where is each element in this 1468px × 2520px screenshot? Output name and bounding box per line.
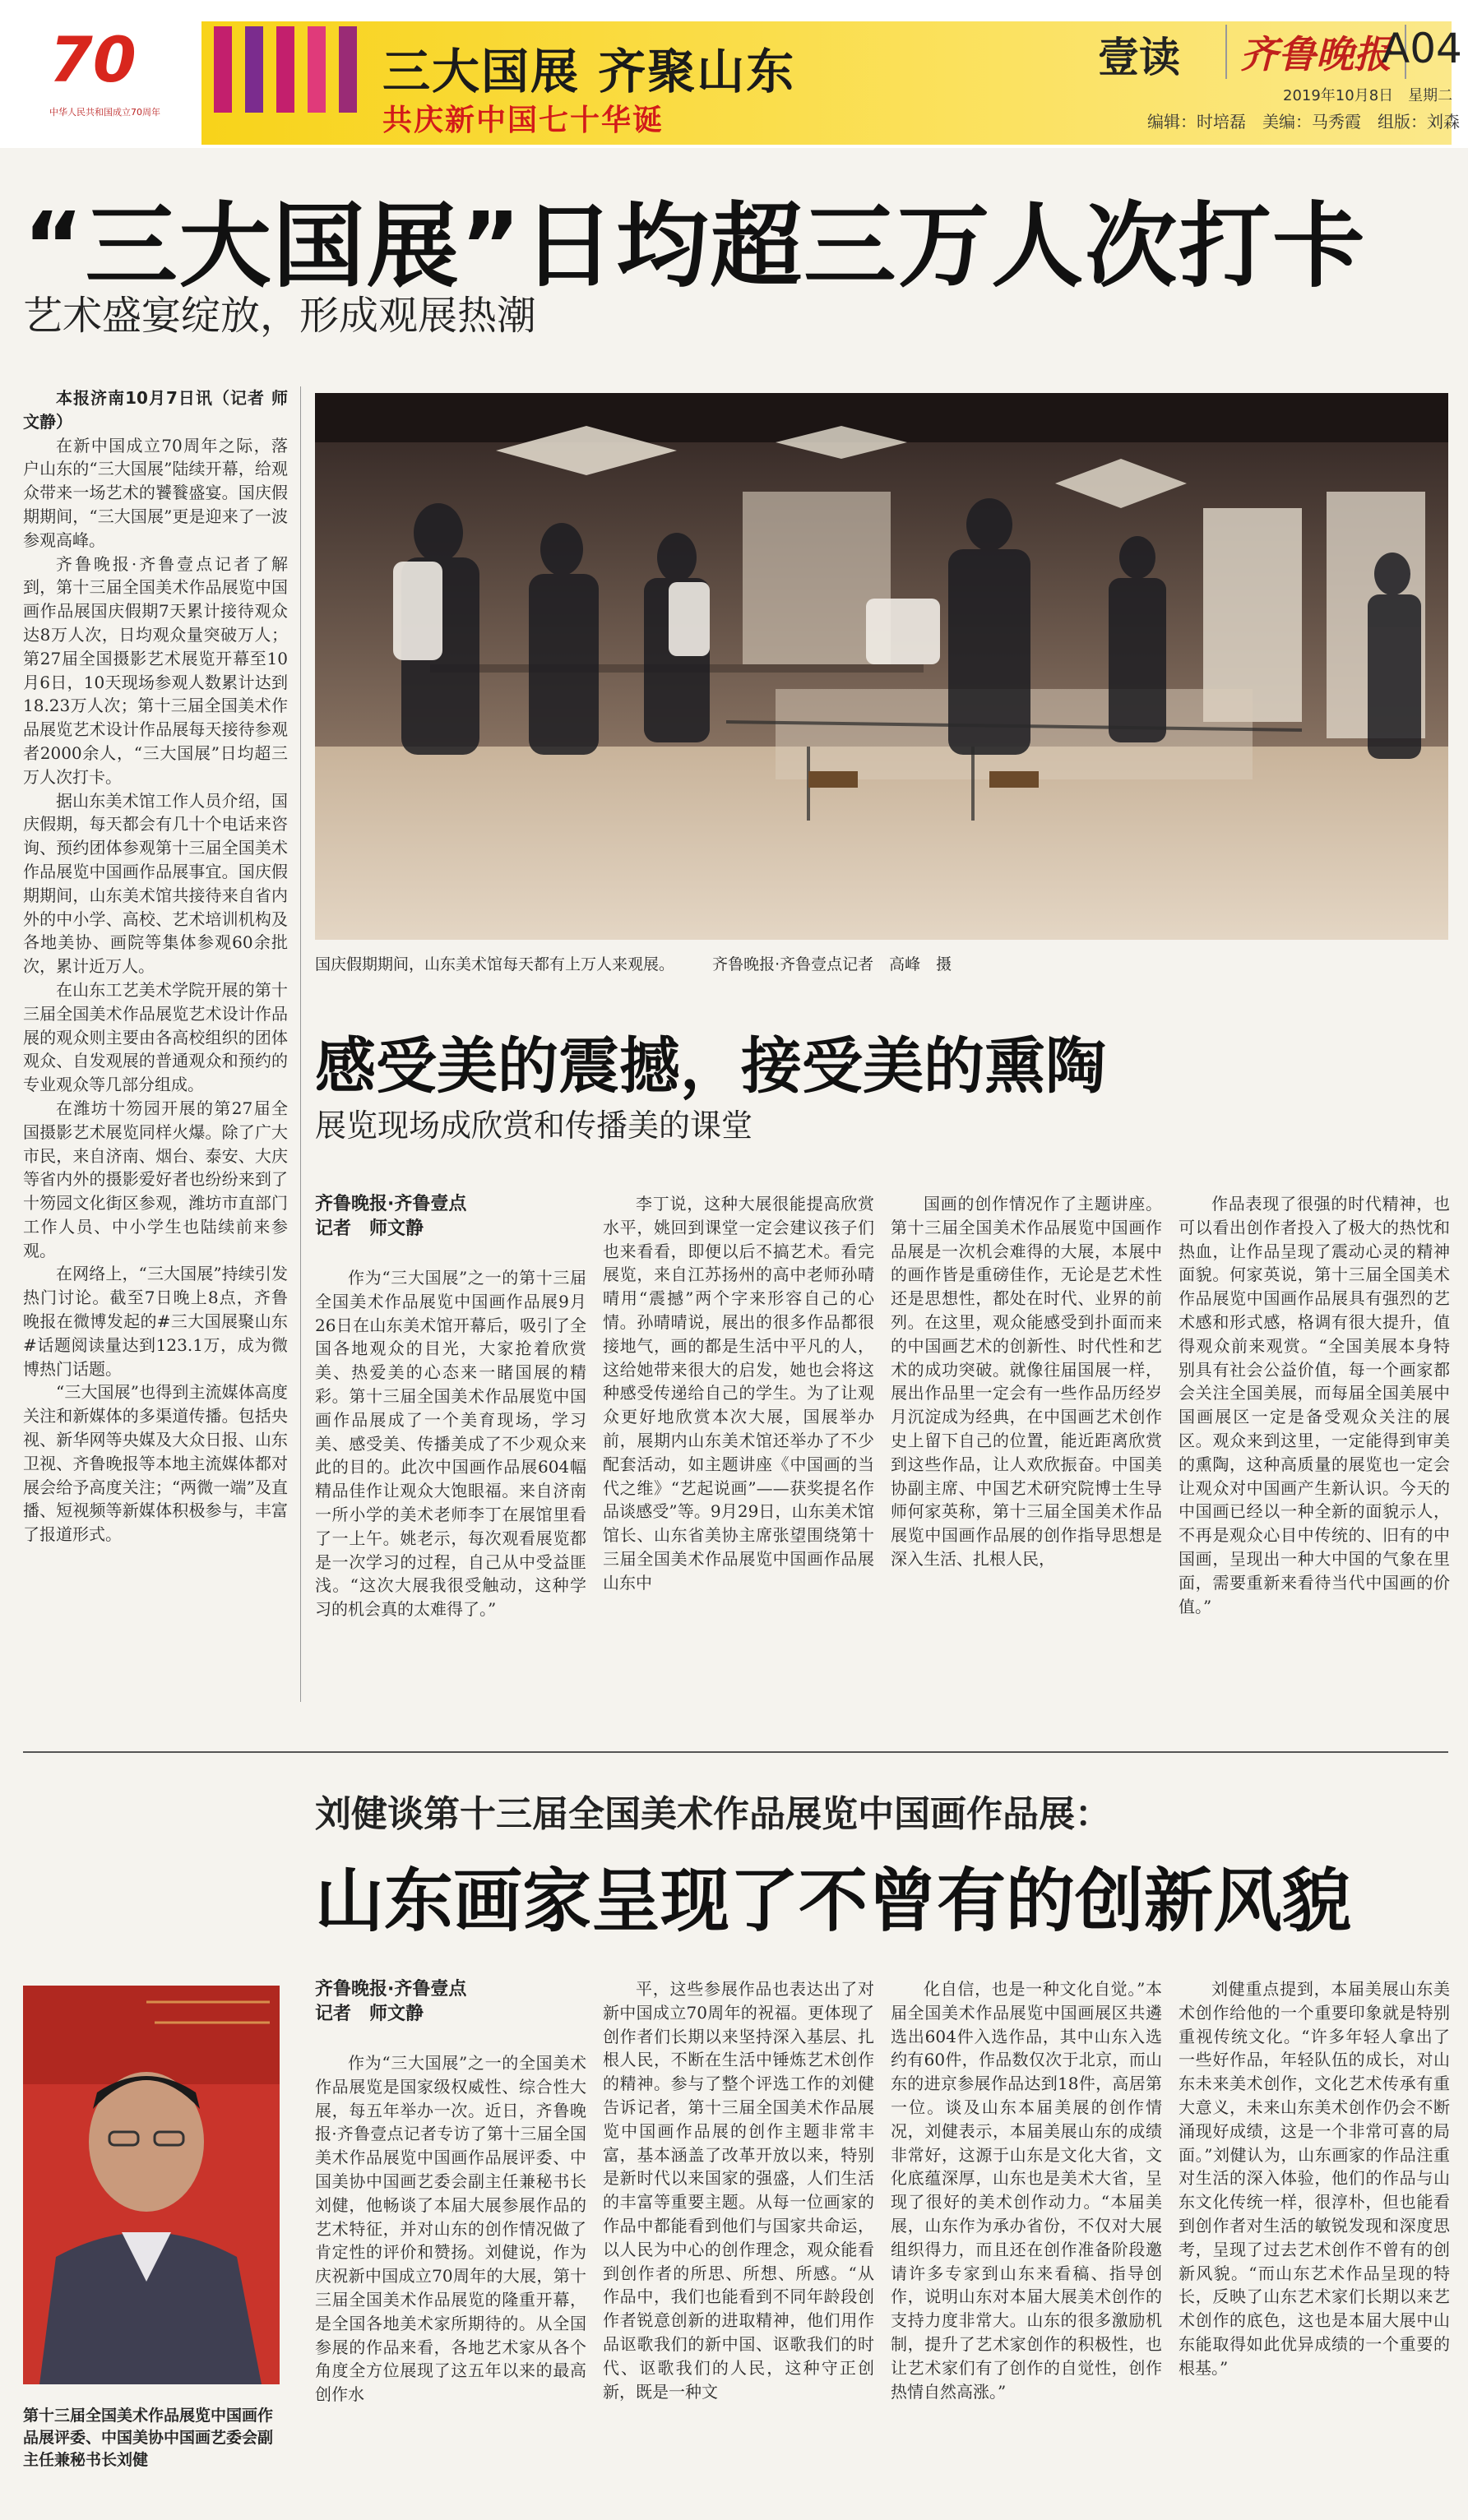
decorative-bars-icon	[214, 26, 358, 113]
section3-byline	[315, 1977, 586, 2027]
main-headline: “三大国展”日均超三万人次打卡	[23, 193, 1367, 300]
section2-column	[315, 1266, 586, 1727]
page-number: A04	[1382, 25, 1462, 72]
section2-paragraph: 李丁说，这种大展很能提高欣赏水平，姚回到课堂一定会建议孩子们也来看看，即便以后不搞艺术。看完展览，来自江苏扬州的高中老师孙晴晴用“震撼”两个字来形容自己的心情。孙晴晴说，展出的很多作品都很接地气，画的都是生活中平凡的人，这给她带来很大的启发，她也会将这种感受传递给自己的学生。为了让观众更好地欣赏本次大展，国展举办前，展期内山东美术馆还举办了不少配套活动，如主题讲座《中国画的当代之维》“艺起说画”——获奖提名作品谈感受”等。9月29日，山东美术馆馆长、山东省美协主席张望围绕第十三届全国美术作品展览中国画作品展山东中	[603, 1194, 874, 1593]
logo-number: 70	[49, 23, 137, 96]
section2-byline	[315, 1192, 586, 1242]
section2-paragraph: 国画的创作情况作了主题讲座。第十三届全国美术作品展览中国画作品展是一次机会难得的大展，本展中的画作皆是重磅佳作，无论是艺术性还是思想性，都处在时代、业界的前列。在这里，观众能感受到扑面而来的中国画艺术的创新性、时代性和艺术的成功突破。就像往届国展一样，展出作品里一定会有一些作品历经岁月沉淀成为经典，在中国画艺术创作史上留下自己的位置，能近距离欣赏到这些作品，让人欢欣振奋。中国美协副主席、中国艺术研究院博士生导师何家英称，第十三届全国美术作品展览中国画作品展的创作指导思想是深入生活、扎根人民，	[891, 1194, 1162, 1569]
crowd-at-gallery-image	[315, 393, 1448, 940]
column-divider	[300, 386, 301, 1702]
lead-paragraph: 在山东工艺美术学院开展的第十三届全国美术作品展览艺术设计作品展的观众则主要由各高校组织的团体观众、自发观展的普通观众和预约的专业观众等几部分组成。	[23, 979, 288, 1095]
main-subheadline: 艺术盛宴绽放，形成观展热潮	[23, 293, 537, 339]
portrait-photo	[23, 1986, 280, 2384]
lead-paragraph: 据山东美术馆工作人员介绍，国庆假期，每天都会有几十个电话来咨询、预约团体参观第十三届全国美术作品展览中国画作品展事宜。国庆假期期间，山东美术馆共接待来自省内外的中小学、高校、艺术培训机构及各地美协、画院等集体参观60余批次，累计近万人。	[23, 790, 288, 977]
photo-credit: 齐鲁晚报·齐鲁壹点记者 高峰 摄	[712, 955, 952, 973]
section2-paragraph: 作品表现了很强的时代精神，也可以看出创作者投入了极大的热忱和热血，让作品呈现了震动心灵的精神面貌。何家英说，第十三届全国美术作品展览中国画作品展具有强烈的艺术感和形式感，格调有很大提升，值得观众前来观赏。“全国美展本身特别具有社会公益价值，每一个画家都会关注全国美展，而每届全国美展中国画展区一定是备受观众关注的展区。观众来到这里，一定能得到审美的熏陶，这种高质量的展览也一定会让观众对中国画产生新认识。今天的中国画已经以一种全新的面貌示人，不再是观众心目中传统的、旧有的中国画，呈现出一种大中国的气象在里面，需要重新来看待当代中国画的价值。”	[1179, 1194, 1450, 1616]
section3-paragraph: 化自信，也是一种文化自觉。”本届全国美术作品展览中国画展区共遴选出604件入选作品，其中山东入选约有60件，作品数仅次于北京，而山东的进京参展作品达到18件，高居第一位。谈及山东本届美展的创作情况，刘健表示，本届美展山东的成绩非常好，这源于山东是文化大省，文化底蕴深厚，山东也是美术大省，呈现了很好的美术创作动力。“本届美展，山东作为承办省份，不仅对大展组织得力，而且还在创作准备阶段邀请许多专家到山东来看稿、指导创作，说明山东对本届大展美术创作的支持力度非常大。山东的很多激励机制，提升了艺术家创作的积极性，也让艺术家们有了创作的自觉性，创作热情自然高涨。”	[891, 1979, 1162, 2402]
lead-paragraph: 在潍坊十笏园开展的第27届全国摄影艺术展览同样火爆。除了广大市民，来自济南、烟台、泰安、大庆等省内外的摄影爱好者也纷纷来到了十笏园文化街区参观，潍坊市直部门工作人员、中小学生也陆续前来参观。	[23, 1098, 288, 1260]
photo-caption-text: 国庆假期期间，山东美术馆每天都有上万人来观展。	[315, 955, 675, 973]
section3-title: 山东画家呈现了不曾有的创新风貌	[315, 1861, 1352, 1941]
lead-paragraph: 在网络上，“三大国展”持续引发热门讨论。截至7日晚上8点，齐鲁晚报在微博发起的#三大国展聚山东#话题阅读量达到123.1万，成为微博热门话题。	[23, 1264, 288, 1379]
section-rule	[23, 1751, 1448, 1753]
portrait-liu-jian-image	[23, 1986, 280, 2384]
portrait-caption: 第十三届全国美术作品展览中国画作品展评委、中国美协中国画艺委会副主任兼秘书长刘健	[23, 2407, 274, 2469]
section3-paragraph: 刘健重点提到，本届美展山东美术创作给他的一个重要印象就是特别重视传统文化。“许多年轻人拿出了一些好作品，年轻队伍的成长，对山东未来美术创作，文化艺术传承有重大意义，未来山东美术创作仍会不断涌现好成绩，这是一个非常可喜的局面。”刘健认为，山东画家的作品注重对生活的深入体验，他们的作品与山东文化传统一样，很淳朴，但也能看到创作者对生活的敏锐发现和深度思考，呈现了过去艺术创作不曾有的创新风貌。“而山东艺术作品呈现的特长，反映了山东艺术家们长期以来艺术创作的底色，这也是本届大展中山东能取得如此优异成绩的一个重要的根基。”	[1179, 1979, 1450, 2378]
banner-subtitle: 共庆新中国七十华诞	[382, 104, 665, 137]
exhibition-photo	[315, 393, 1448, 940]
section3-column	[891, 1977, 1162, 2504]
lead-article	[23, 386, 288, 1702]
section2-paragraph: 作为“三大国展”之一的第十三届全国美术作品展览中国画作品展9月26日在山东美术馆开幕后，吸引了全国各地观众的目光，大家抢着欣赏美、热爱美的心态来一睹国展的精彩。第十三届全国美术作品展览中国画作品展成了一个美育现场，学习美、感受美、传播美成了不少观众来此的目的。此次中国画作品展604幅精品佳作让观众大饱眼福。来自济南一所小学的美术老师李丁在展馆里看了一上午。姚老示，每次观看展览都是一次学习的过程，自己从中受益匪浅。“这次大展我很受触动，这种学习的机会真的太难得了。”	[315, 1268, 586, 1620]
byline-outlet: 齐鲁晚报·齐鲁壹点	[315, 1194, 467, 1214]
photo-caption	[315, 952, 984, 974]
section3-column	[1179, 1977, 1450, 2504]
section2-subtitle: 展览现场成欣赏和传播美的课堂	[315, 1107, 753, 1144]
dateline: 2019年10月8日 星期二	[1283, 87, 1453, 104]
section3-column	[315, 2051, 586, 2504]
section2-column	[1179, 1192, 1450, 1727]
lead-paragraph: 在新中国成立70周年之际，落户山东的“三大国展”陆续开幕，给观众带来一场艺术的饕餮盛宴。国庆假期期间，“三大国展”更是迎来了一波参观高峰。	[23, 435, 288, 550]
section3-paragraph: 平，这些参展作品也表达出了对新中国成立70周年的祝福。更体现了创作者们长期以来坚持深入基层、扎根人民，不断在生活中锤炼艺术创作的精神。参与了整个评选工作的刘健告诉记者，第十三届全国美术作品展览中国画作品展的创作主题非常丰富，基本涵盖了改革开放以来，特别是新时代以来国家的强盛，人们生活的丰富等重要主题。从每一位画家的作品中都能看到他们与国家共命运，以人民为中心的创作理念，观众能看到创作者的所思、所想、所感。“从作品中，我们也能看到不同年龄段创作者锐意创新的进取精神，他们用作品讴歌我们的新中国、讴歌我们的时代、讴歌我们的人民，这种守正创新，既是一种文	[603, 1979, 874, 2402]
logo-subtitle: 中华人民共和国成立70周年	[49, 107, 160, 118]
editors-line: 编辑：时培磊 美编：马秀霞 组版：刘森	[1147, 112, 1460, 132]
anniversary-70-logo	[49, 23, 173, 118]
section3-kicker: 刘健谈第十三届全国美术作品展览中国画作品展：	[315, 1793, 1111, 1835]
banner-title: 三大国展 齐聚山东	[382, 44, 796, 99]
byline-reporter: 记者 师文静	[315, 1218, 424, 1239]
section2-title: 感受美的震撼，接受美的熏陶	[315, 1031, 1106, 1102]
section-name: 壹读	[1098, 34, 1180, 81]
lead-paragraph: 齐鲁晚报·齐鲁壹点记者了解到，第十三届全国美术作品展览中国画作品展国庆假期7天累计接待观众达8万人次，日均观众量突破万人；第27届全国摄影艺术展览开幕至10月6日，10天现场参观人数累计达到18.23万人次；第十三届全国美术作品展览艺术设计作品展每天接待参观者2000余人，“三大国展”日均超三万人次打卡。	[23, 553, 288, 787]
byline-reporter: 记者 师文静	[315, 2004, 424, 2024]
section2-column	[603, 1192, 874, 1727]
byline-outlet: 齐鲁晚报·齐鲁壹点	[315, 1979, 467, 2000]
paper-name: 齐鲁晚报	[1225, 25, 1406, 79]
section3-column	[603, 1977, 874, 2504]
lead-paragraph: “三大国展”也得到主流媒体高度关注和新媒体的多渠道传播。包括央视、新华网等央媒及大众日报、山东卫视、齐鲁晚报等本地主流媒体都对展会给予高度关注；“两微一端”及直播、短视频等新媒体积极参与，丰富了报道形式。	[23, 1382, 288, 1545]
section2-column	[891, 1192, 1162, 1727]
masthead	[0, 0, 1468, 148]
lead-byline: 本报济南10月7日讯（记者 师文静）	[23, 388, 288, 432]
section3-paragraph: 作为“三大国展”之一的全国美术作品展览是国家级权威性、综合性大展，每五年举办一次。近日，齐鲁晚报·齐鲁壹点记者专访了第十三届全国美术作品展览中国画作品展评委、中国美协中国画艺委会副主任兼秘书长刘健，他畅谈了本届大展参展作品的艺术特征，并对山东的创作情况做了肯定性的评价和赞扬。刘健说，作为庆祝新中国成立70周年的大展，第十三届全国美术作品展览的隆重开幕，是全国各地美术家所期待的。从全国参展的作品来看，各地艺术家从各个角度全方位展现了这五年以来的最高创作水	[315, 2053, 586, 2405]
